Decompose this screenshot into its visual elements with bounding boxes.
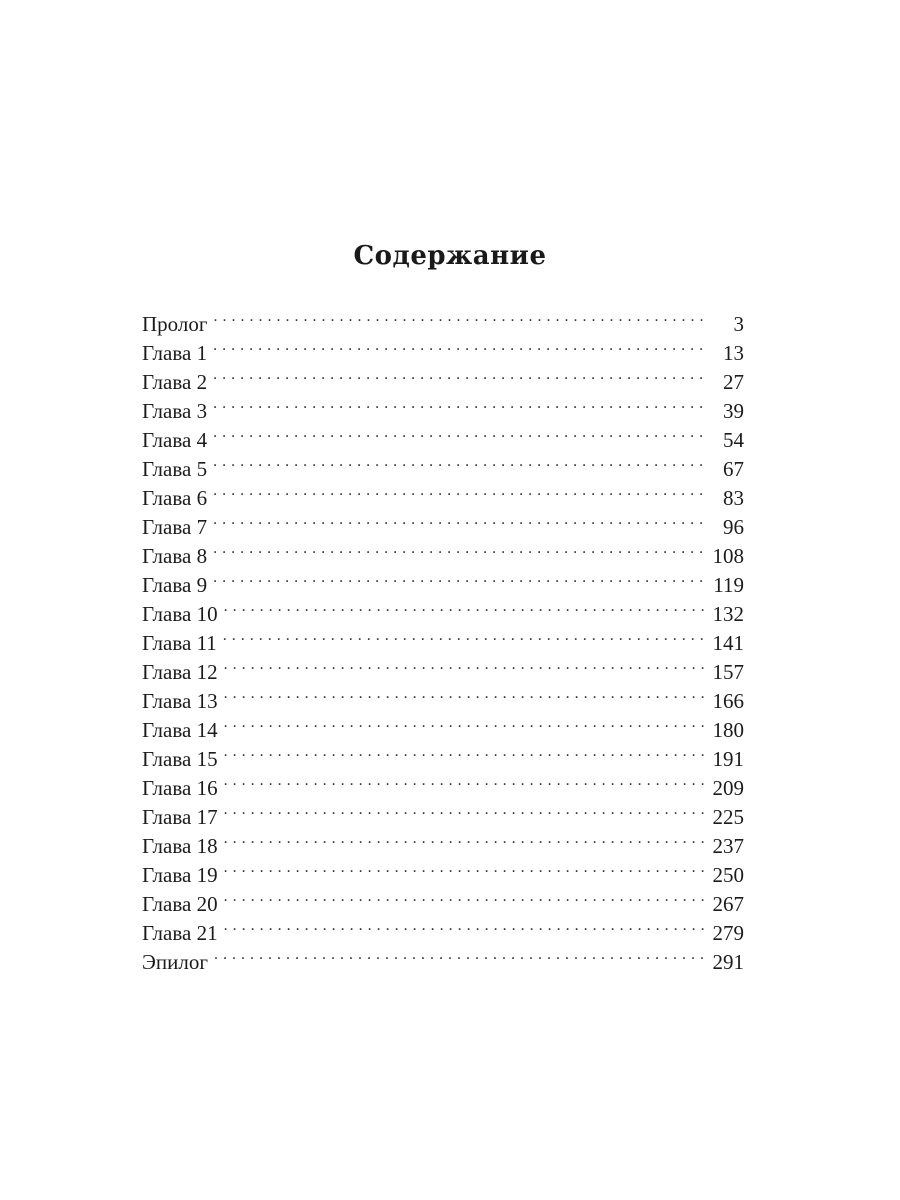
toc-entry-label: Глава 4 [142,428,208,452]
toc-entry-page-number: 225 [704,803,744,832]
table-of-contents [142,302,744,974]
toc-dot-leader [224,795,704,824]
toc-entry-page-number: 132 [704,600,744,629]
toc-dot-leader [224,650,704,679]
toc-entry[interactable] [142,853,744,887]
toc-entry[interactable] [142,418,744,452]
toc-entry-label: Глава 11 [142,631,217,655]
toc-dot-leader [224,708,704,737]
toc-entry-label: Глава 3 [142,399,208,423]
toc-entry-label: Глава 9 [142,573,208,597]
toc-dot-leader [213,563,704,592]
toc-entry-label: Глава 1 [142,341,208,365]
toc-dot-leader [213,418,704,447]
toc-entry-label: Глава 21 [142,921,218,945]
toc-dot-leader [224,592,704,621]
toc-dot-leader [213,302,704,331]
toc-dot-leader [213,360,704,389]
toc-entry-page-number: 279 [704,919,744,948]
toc-entry[interactable] [142,708,744,742]
toc-entry-page-number: 96 [704,513,744,542]
toc-dot-leader [214,940,704,969]
toc-dot-leader [213,389,704,418]
toc-entry-page-number: 67 [704,455,744,484]
toc-entry-page-number: 119 [704,571,744,600]
toc-entry[interactable] [142,882,744,916]
toc-entry[interactable] [142,621,744,655]
toc-entry-label: Глава 2 [142,370,208,394]
toc-entry-label: Глава 8 [142,544,208,568]
toc-dot-leader [213,534,704,563]
toc-entry-label: Глава 13 [142,689,218,713]
toc-entry[interactable] [142,331,744,365]
toc-dot-leader [224,853,704,882]
toc-entry-page-number: 237 [704,832,744,861]
toc-entry-page-number: 291 [704,948,744,977]
toc-entry-page-number: 166 [704,687,744,716]
toc-entry[interactable] [142,302,744,336]
toc-entry-label: Глава 18 [142,834,218,858]
toc-entry-page-number: 3 [704,310,744,339]
toc-entry-label: Глава 19 [142,863,218,887]
toc-entry[interactable] [142,679,744,713]
toc-entry-label: Глава 14 [142,718,218,742]
toc-entry-page-number: 157 [704,658,744,687]
toc-entry-label: Глава 17 [142,805,218,829]
toc-entry-label: Глава 12 [142,660,218,684]
toc-entry[interactable] [142,940,744,974]
toc-dot-leader [223,621,704,650]
toc-entry-label: Глава 15 [142,747,218,771]
toc-dot-leader [224,911,704,940]
toc-entry-label: Эпилог [142,950,208,974]
toc-entry[interactable] [142,795,744,829]
toc-entry-label: Глава 16 [142,776,218,800]
toc-dot-leader [213,476,704,505]
toc-entry[interactable] [142,447,744,481]
toc-entry[interactable] [142,911,744,945]
toc-entry[interactable] [142,592,744,626]
toc-dot-leader [213,331,704,360]
toc-dot-leader [224,737,704,766]
toc-entry-page-number: 39 [704,397,744,426]
toc-entry-page-number: 13 [704,339,744,368]
toc-title: Содержание [353,241,547,271]
toc-entry[interactable] [142,505,744,539]
toc-entry[interactable] [142,737,744,771]
toc-dot-leader [224,882,704,911]
toc-entry-label: Глава 10 [142,602,218,626]
toc-entry-label: Глава 20 [142,892,218,916]
toc-entry-label: Глава 5 [142,457,208,481]
toc-entry-page-number: 180 [704,716,744,745]
toc-entry-page-number: 27 [704,368,744,397]
toc-entry[interactable] [142,534,744,568]
toc-dot-leader [224,824,704,853]
toc-entry[interactable] [142,766,744,800]
toc-entry-page-number: 191 [704,745,744,774]
toc-entry-page-number: 141 [704,629,744,658]
toc-entry-page-number: 209 [704,774,744,803]
toc-entry[interactable] [142,563,744,597]
toc-dot-leader [213,505,704,534]
toc-entry-page-number: 54 [704,426,744,455]
toc-dot-leader [224,679,704,708]
toc-entry[interactable] [142,476,744,510]
toc-entry-label: Пролог [142,312,208,336]
toc-entry[interactable] [142,360,744,394]
toc-dot-leader [224,766,704,795]
toc-entry[interactable] [142,650,744,684]
toc-dot-leader [213,447,704,476]
toc-entry-label: Глава 6 [142,486,208,510]
toc-entry-page-number: 250 [704,861,744,890]
toc-entry-label: Глава 7 [142,515,208,539]
toc-entry[interactable] [142,824,744,858]
toc-entry[interactable] [142,389,744,423]
toc-entry-page-number: 267 [704,890,744,919]
toc-entry-page-number: 108 [704,542,744,571]
toc-entry-page-number: 83 [704,484,744,513]
